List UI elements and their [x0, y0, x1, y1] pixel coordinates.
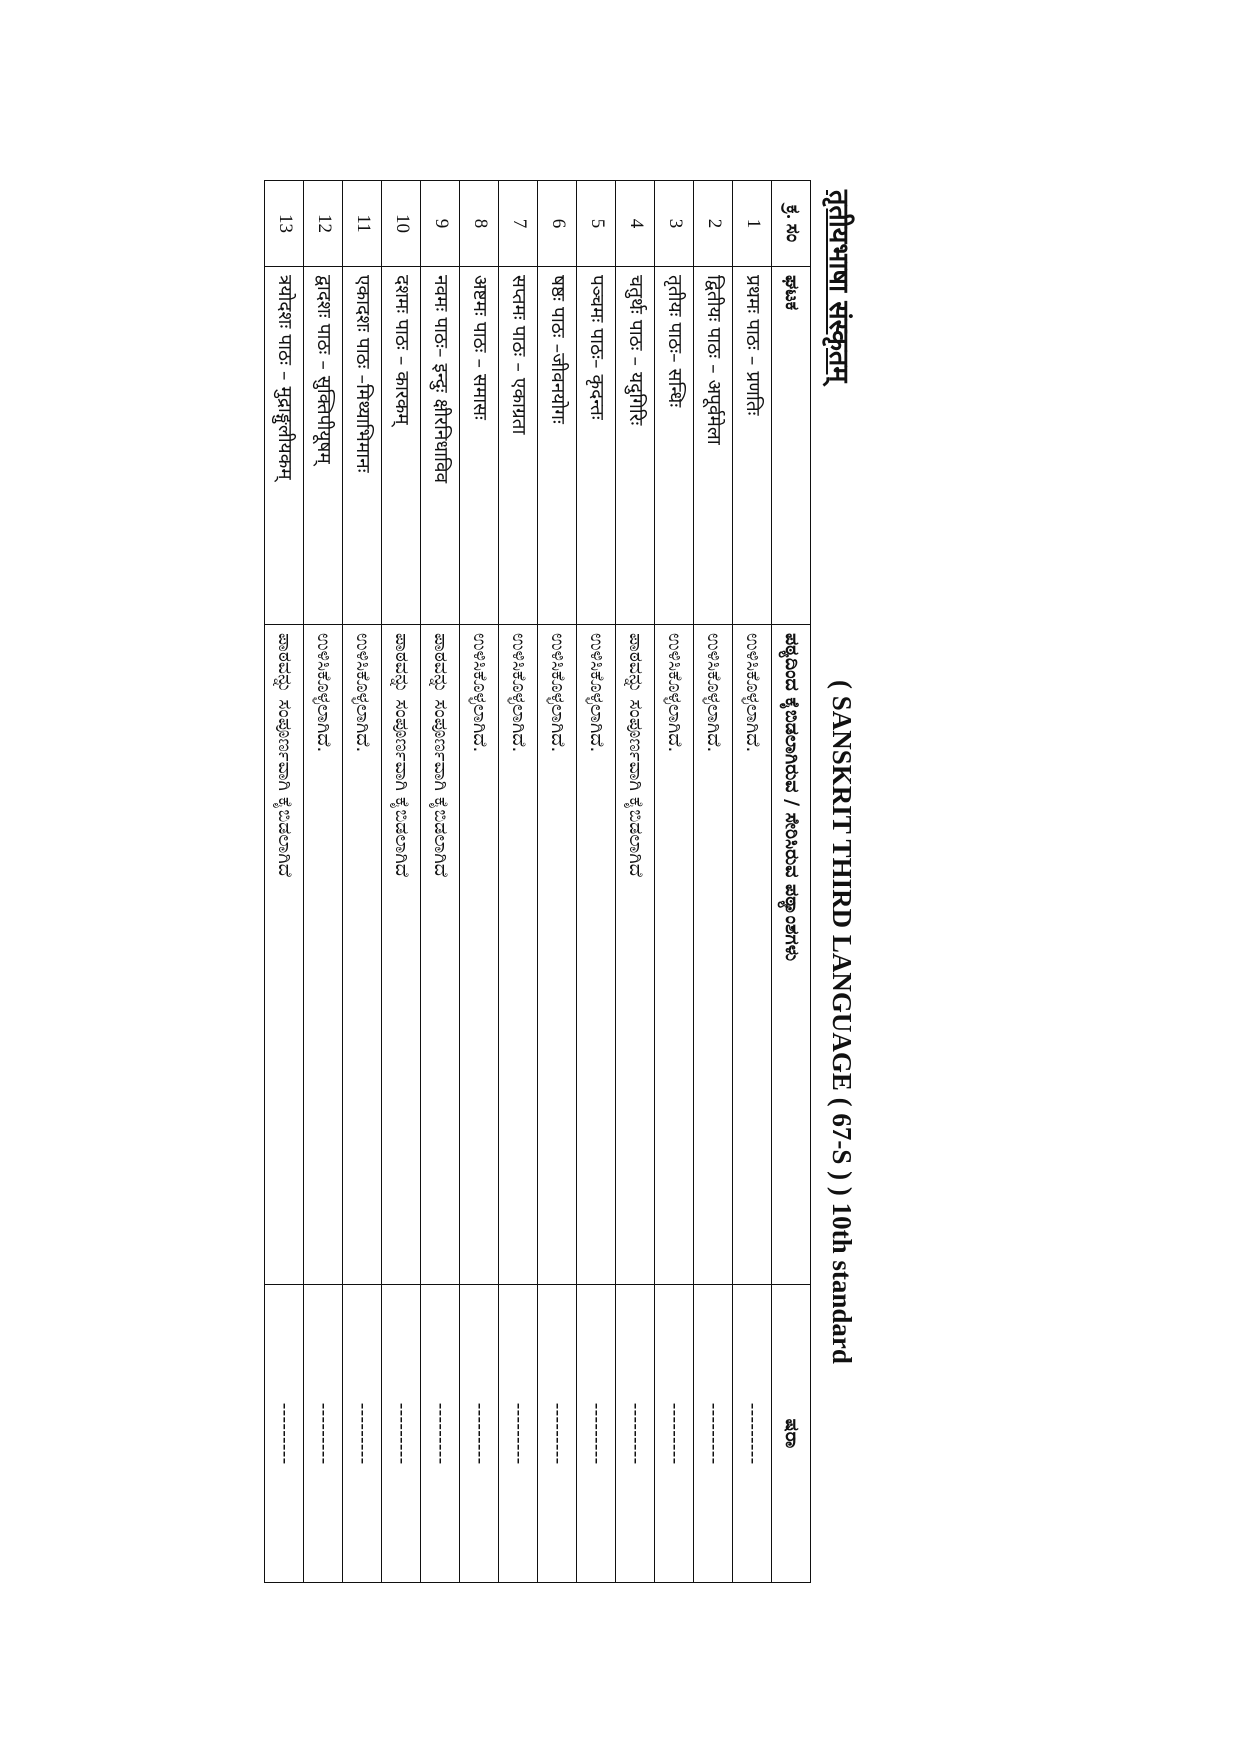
row-unit: अष्टमः पाठः – समासः [460, 267, 499, 625]
table-row [421, 181, 460, 1583]
rotated-document-page [115, 70, 875, 1590]
row-scope: ಉಳಿಸಿಕೊಳ್ಳಲಾಗಿದೆ. [343, 625, 382, 1285]
table-row [577, 181, 616, 1583]
row-serial: 9 [421, 181, 460, 267]
row-unit: चतुर्थः पाठः – यदुगिरिः [616, 267, 655, 625]
row-scope: ಉಳಿಸಿಕೊಳ್ಳಲಾಗಿದೆ. [694, 625, 733, 1285]
row-remark: --------- [577, 1285, 616, 1583]
header-serial: ಕ್ರ. ಸಂ [772, 181, 811, 267]
row-scope: ಉಳಿಸಿಕೊಳ್ಳಲಾಗಿದೆ. [499, 625, 538, 1285]
row-remark: --------- [382, 1285, 421, 1583]
row-serial: 1 [733, 181, 772, 267]
table-row [499, 181, 538, 1583]
row-scope: ಉಳಿಸಿಕೊಳ್ಳಲಾಗಿದೆ. [304, 625, 343, 1285]
table-header-row [772, 181, 811, 1583]
header-unit: ಘಟಕ [772, 267, 811, 625]
syllabus-table [264, 180, 811, 1583]
row-serial: 4 [616, 181, 655, 267]
header-scope: ಪಠ್ಯದಿಂದ ಕೈಬಿಡಲಾಗಿರುವ / ಸೇರಿಸಿರುವ ಪಠ್ಯಾಂಶಗಳು [772, 625, 811, 1285]
document-heading [807, 70, 867, 1590]
table-row [694, 181, 733, 1583]
row-remark: --------- [421, 1285, 460, 1583]
row-serial: 6 [538, 181, 577, 267]
row-serial: 11 [343, 181, 382, 267]
row-serial: 10 [382, 181, 421, 267]
row-remark: --------- [460, 1285, 499, 1583]
row-serial: 2 [694, 181, 733, 267]
sanskrit-title: तृतीयभाषा संस्कृतम् [823, 190, 854, 383]
header-remark: ಷರಾ [772, 1285, 811, 1583]
row-scope: ಉಳಿಸಿಕೊಳ್ಳಲಾಗಿದೆ. [655, 625, 694, 1285]
row-scope: ಉಳಿಸಿಕೊಳ್ಳಲಾಗಿದೆ. [733, 625, 772, 1285]
row-serial: 13 [265, 181, 304, 267]
row-remark: --------- [265, 1285, 304, 1583]
table-row [265, 181, 304, 1583]
row-unit: दशमः पाठः – कारकम् [382, 267, 421, 625]
row-unit: तृतीयः पाठः– सन्धिः [655, 267, 694, 625]
row-scope: ಪಾಠವನ್ನು ಸಂಪೂರ್ಣವಾಗಿ ಕೈಬಿಡಲಾಗಿದೆ [382, 625, 421, 1285]
row-unit: द्वितीयः पाठः – अपूर्वमेला [694, 267, 733, 625]
table-row [733, 181, 772, 1583]
table-row [538, 181, 577, 1583]
table-row [655, 181, 694, 1583]
row-remark: --------- [304, 1285, 343, 1583]
row-remark: --------- [343, 1285, 382, 1583]
row-remark: --------- [694, 1285, 733, 1583]
row-remark: --------- [538, 1285, 577, 1583]
row-serial: 5 [577, 181, 616, 267]
row-remark: --------- [655, 1285, 694, 1583]
row-scope: ಪಾಠವನ್ನು ಸಂಪೂರ್ಣವಾಗಿ ಕೈಬಿಡಲಾಗಿದೆ [616, 625, 655, 1285]
row-unit: एकादशः पाठः –मिथ्याभिमानः [343, 267, 382, 625]
table-row [616, 181, 655, 1583]
row-serial: 8 [460, 181, 499, 267]
row-unit: पञ्चमः पाठः– कृदन्तः [577, 267, 616, 625]
row-remark: --------- [733, 1285, 772, 1583]
row-remark: --------- [616, 1285, 655, 1583]
row-scope: ಉಳಿಸಿಕೊಳ್ಳಲಾಗಿದೆ. [538, 625, 577, 1285]
row-unit: प्रथमः पाठः – प्रणतिः [733, 267, 772, 625]
row-serial: 3 [655, 181, 694, 267]
row-unit: षष्ठः पाठः –जीवनयोगः [538, 267, 577, 625]
row-scope: ಪಾಠವನ್ನು ಸಂಪೂರ್ಣವಾಗಿ ಕೈಬಿಡಲಾಗಿದೆ [265, 625, 304, 1285]
english-title: ( SANSKRIT THIRD LANGUAGE ( 67-S ) ) 10th standard [827, 680, 857, 1364]
row-serial: 7 [499, 181, 538, 267]
row-unit: नवमः पाठः– इन्दुः क्षीरनिधाविव [421, 267, 460, 625]
row-scope: ಉಳಿಸಿಕೊಳ್ಳಲಾಗಿದೆ. [577, 625, 616, 1285]
row-serial: 12 [304, 181, 343, 267]
row-unit: सप्तमः पाठः – एकाग्रता [499, 267, 538, 625]
row-remark: --------- [499, 1285, 538, 1583]
table-row [460, 181, 499, 1583]
row-scope: ಉಳಿಸಿಕೊಳ್ಳಲಾಗಿದೆ. [460, 625, 499, 1285]
row-scope: ಪಾಠವನ್ನು ಸಂಪೂರ್ಣವಾಗಿ ಕೈಬಿಡಲಾಗಿದೆ [421, 625, 460, 1285]
table-row [382, 181, 421, 1583]
row-unit: त्रयोदशः पाठः – मुद्राङ्गुलीयकम् [265, 267, 304, 625]
table-row [343, 181, 382, 1583]
table-row [304, 181, 343, 1583]
row-unit: द्वादशः पाठः – सुक्तिपीयूषम् [304, 267, 343, 625]
